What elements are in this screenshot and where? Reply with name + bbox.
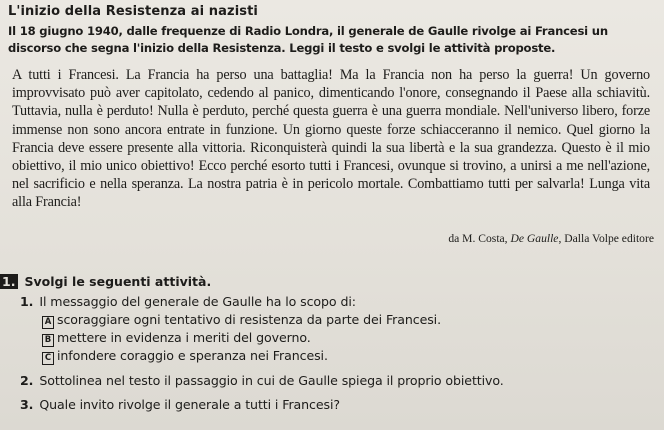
option-a[interactable] xyxy=(42,312,441,329)
source-prefix: da M. Costa, xyxy=(448,232,511,245)
activities-heading-text: Svolgi le seguenti attività. xyxy=(24,274,212,289)
source-suffix: , Dalla Volpe editore xyxy=(558,232,654,245)
option-c[interactable] xyxy=(42,348,328,365)
option-text: mettere in evidenza i meriti del governo. xyxy=(57,330,311,345)
option-letter-box[interactable]: B xyxy=(42,334,54,347)
question-3 xyxy=(20,397,340,412)
intro-text: Il 18 giugno 1940, dalle frequenze di Radio Londra, il generale de Gaulle rivolge ai Francesi un discorso che segna l'inizio della Resistenza. Leggi il testo e svolgi le attività proposte. xyxy=(8,24,608,55)
question-number: 2. xyxy=(20,373,34,388)
activity-number-badge: 1. xyxy=(0,274,18,289)
option-text: infondere coraggio e speranza nei Francesi. xyxy=(57,348,328,363)
section-title: L'inizio della Resistenza ai nazisti xyxy=(8,4,258,19)
question-text: Il messaggio del generale de Gaulle ha lo scopo di: xyxy=(39,294,356,309)
option-letter-box[interactable]: A xyxy=(42,316,54,329)
question-text: Quale invito rivolge il generale a tutti i Francesi? xyxy=(39,397,340,412)
speech-passage: A tutti i Francesi. La Francia ha perso una battaglia! Ma la Francia non ha perso la guerra! Un governo improvvisato può aver capitolato, cedendo al panico, dimenticando l'onore, consegnando il Paese alla schiavitù. Tuttavia, nulla è perduto! Nulla è perduto, perché questa guerra è una guerra mondiale. Nell'universo libero, forze immense non sono ancora entrate in funzione. Un giorno queste forze schiacceranno il nemico. Quel giorno la Francia deve essere presente alla vittoria. Riconquisterà quindi la sua libertà e la sua grandezza. Questo è il mio obiettivo, il mio unico obiettivo! Ecco perché esorto tutti i Francesi, ovunque si trovino, a unirsi a me nell'azione, nel sacrificio e nella speranza. La nostra patria è in pericolo mortale. Combattiamo tutti per salvarla! Lunga vita alla Francia! xyxy=(12,67,650,211)
question-text: Sottolinea nel testo il passaggio in cui de Gaulle spiega il proprio obiettivo. xyxy=(39,373,504,388)
question-number: 1. xyxy=(20,294,34,309)
passage-source xyxy=(448,232,654,245)
question-number: 3. xyxy=(20,397,34,412)
activities-heading xyxy=(0,274,211,289)
option-letter-box[interactable]: C xyxy=(42,352,54,365)
option-b[interactable] xyxy=(42,330,311,347)
question-2 xyxy=(20,373,504,388)
question-1 xyxy=(20,294,356,309)
option-text: scoraggiare ogni tentativo di resistenza da parte dei Francesi. xyxy=(57,312,441,327)
source-title: De Gaulle xyxy=(510,232,559,245)
